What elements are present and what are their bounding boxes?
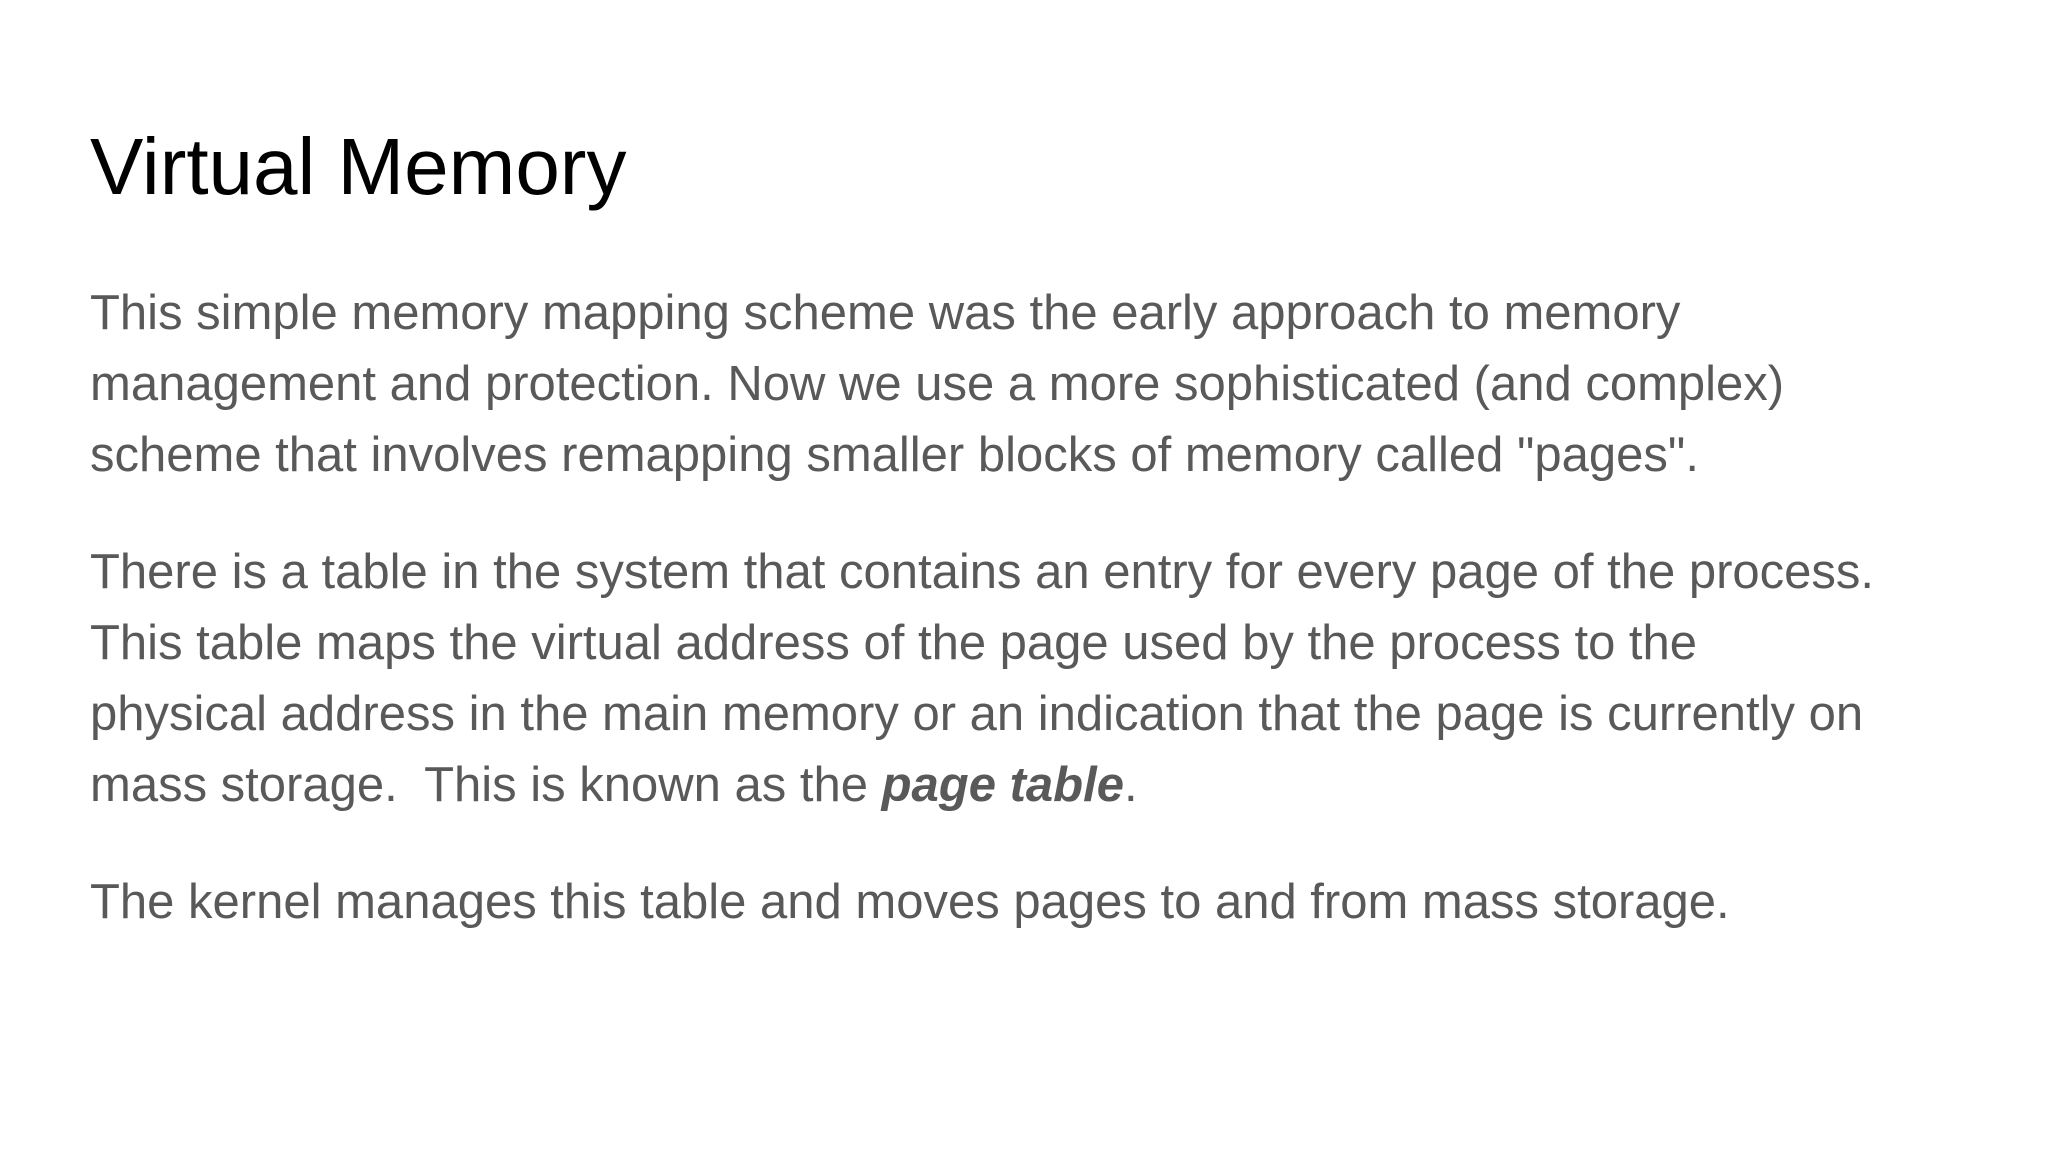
text-line: management and protection. Now we use a more sophisticated (and complex) [90, 357, 1785, 411]
text-line: There is a table in the system that contains an entry for every page of the process. [90, 545, 1875, 599]
text-run: mass storage. This is known as the [90, 758, 882, 812]
slide-body [90, 278, 2020, 984]
paragraph-kernel [90, 867, 2020, 938]
page-table-term: page table [881, 758, 1124, 812]
paragraph-page-table [90, 537, 2020, 821]
text-run: . [1123, 758, 1138, 812]
paragraph-mapping-scheme [90, 278, 2020, 491]
text-line: This table maps the virtual address of the page used by the process to the [90, 616, 1698, 670]
text-line: The kernel manages this table and moves pages to and from mass storage. [90, 875, 1730, 929]
text-line: scheme that involves remapping smaller blocks of memory called "pages". [90, 428, 1699, 482]
text-line: physical address in the main memory or an indication that the page is currently on [90, 687, 1864, 741]
text-line: This simple memory mapping scheme was the early approach to memory [90, 286, 1681, 340]
slide-title: Virtual Memory [90, 122, 627, 211]
text-line [90, 750, 2020, 821]
